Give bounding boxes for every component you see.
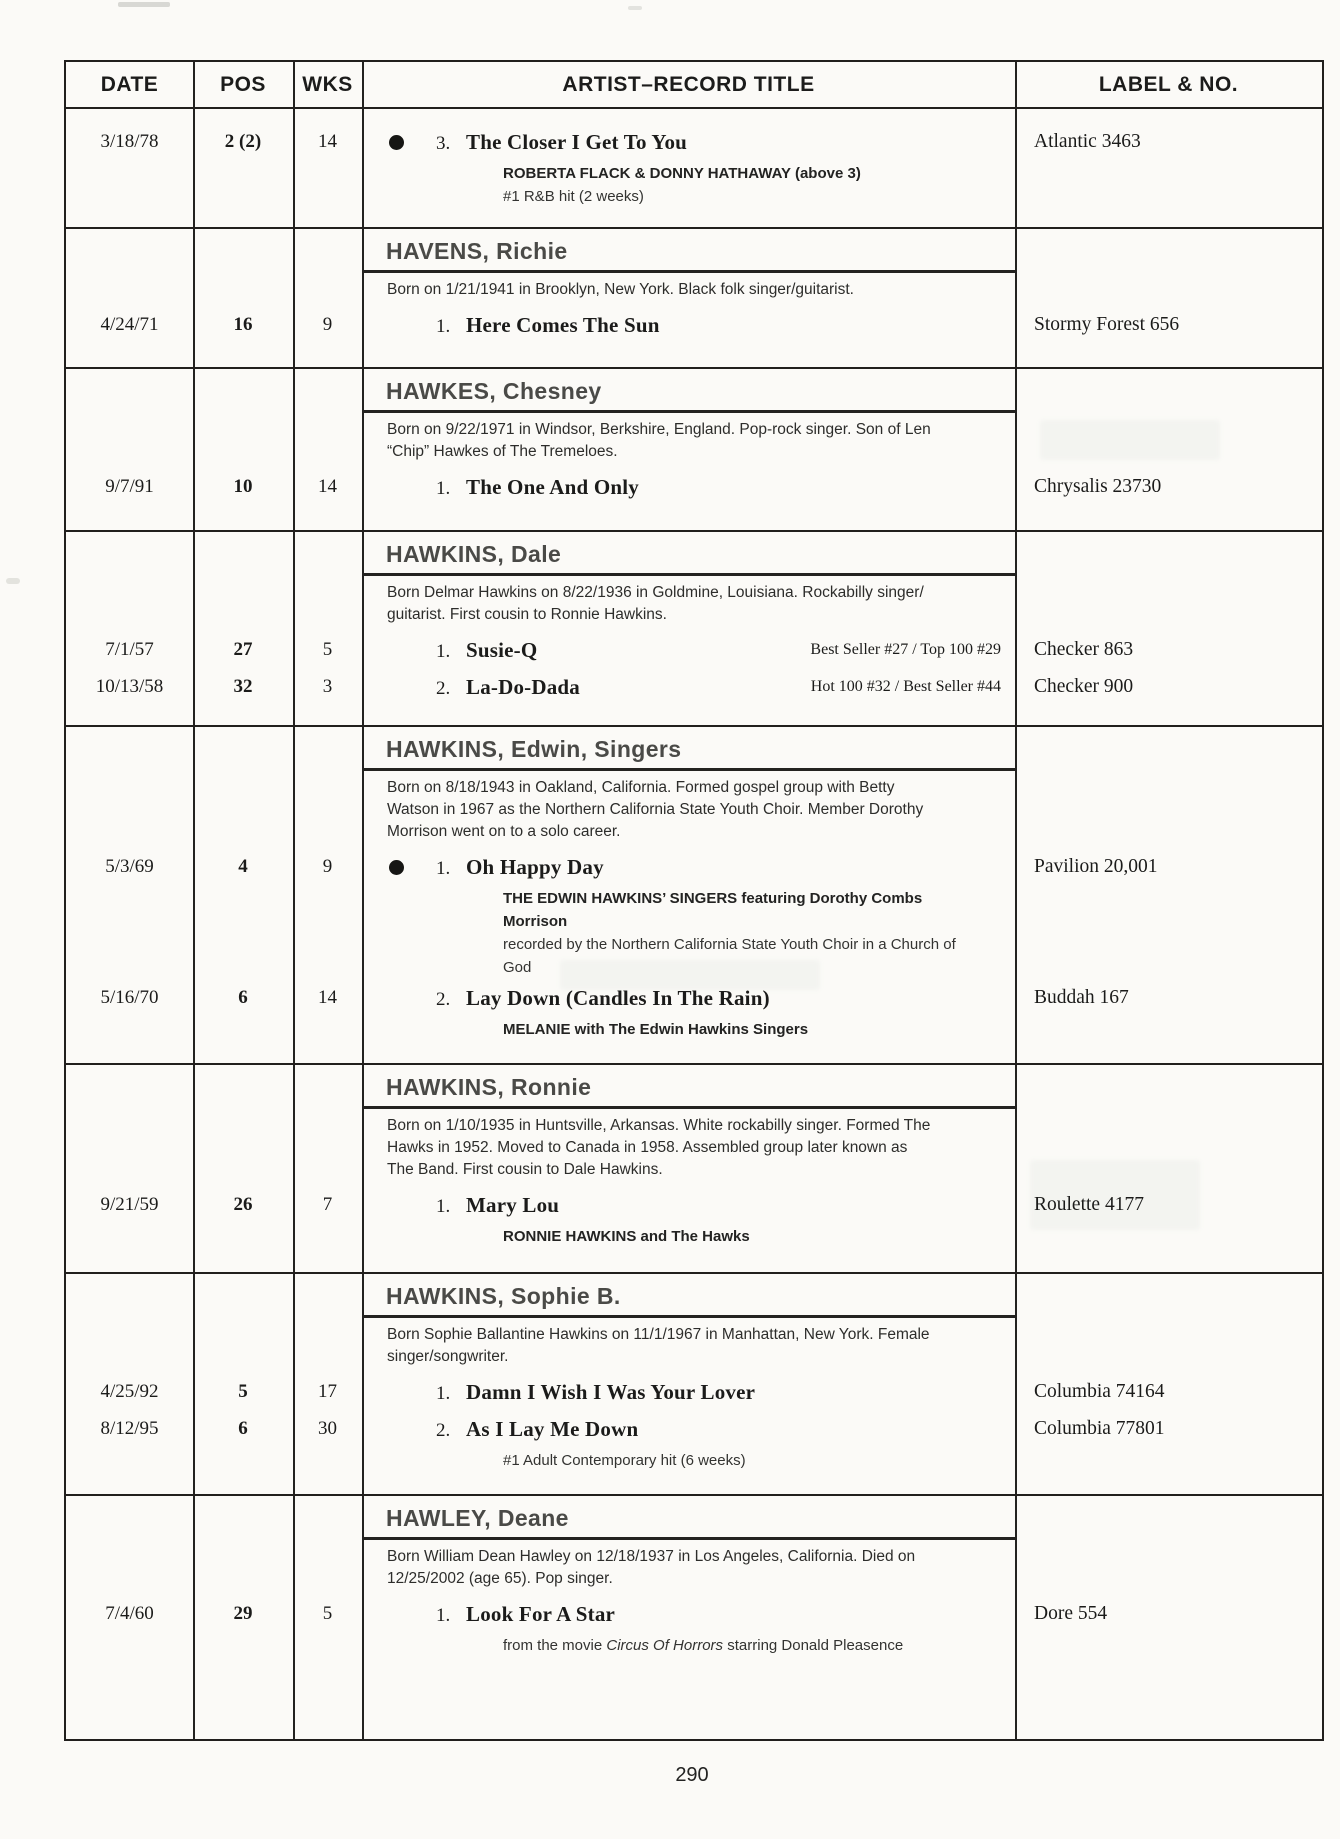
- song-list: [66, 1597, 1322, 1659]
- song-title: As I Lay Me Down: [466, 1417, 639, 1441]
- song-debut-date: 4/25/92: [100, 1381, 159, 1402]
- artist-section: [66, 227, 1322, 367]
- song-title-cell: [362, 1375, 1015, 1412]
- song-weeks-charted: 7: [322, 1194, 333, 1215]
- artist-bio-line: Morrison went on to a solo career.: [387, 823, 621, 840]
- song-title: Mary Lou: [466, 1193, 560, 1217]
- artist-bio: [387, 777, 1322, 843]
- song-debut-date: 9/7/91: [105, 476, 154, 497]
- record-label-number: Checker 900: [1034, 676, 1134, 697]
- song-title-line: [362, 308, 1015, 345]
- col-header-label-no: LABEL & NO.: [1098, 73, 1239, 96]
- col-header-date: DATE: [100, 73, 159, 96]
- song-title-line: [362, 470, 1015, 507]
- song-number: 1.: [436, 1383, 451, 1404]
- song-weeks-charted: 14: [318, 987, 337, 1008]
- song-title-cell: [362, 1412, 1015, 1474]
- song-peak-position: 5: [238, 1381, 248, 1402]
- song-debut-date: 3/18/78: [100, 131, 159, 152]
- artist-bio: [387, 279, 1322, 301]
- song-note: recorded by the Northern California State Youth Choir in a Church of: [503, 936, 956, 953]
- song-title-cell: [362, 633, 1015, 670]
- song-row: [66, 981, 1322, 1043]
- song-title: Susie-Q: [466, 638, 538, 662]
- song-row: [66, 308, 1322, 345]
- song-peak-position: 27: [233, 639, 253, 660]
- song-title-line: [362, 850, 1015, 887]
- artist-section: [66, 1272, 1322, 1494]
- song-peak-position: 6: [238, 1418, 248, 1439]
- artist-name: HAWKINS, Edwin, Singers: [386, 736, 682, 762]
- artist-bio-line: Born Delmar Hawkins on 8/22/1936 in Goldmine, Louisiana. Rockabilly singer/: [387, 584, 924, 601]
- song-debut-date: 5/16/70: [100, 987, 159, 1008]
- song-debut-date: 7/4/60: [105, 1603, 154, 1624]
- song-peak-position: 6: [238, 987, 248, 1008]
- song-artist-credit: THE EDWIN HAWKINS’ SINGERS featuring Dorothy Combs: [503, 890, 923, 907]
- song-weeks-charted: 3: [322, 676, 333, 697]
- gold-record-icon: [389, 860, 404, 875]
- song-title: The Closer I Get To You: [466, 130, 688, 154]
- artist-bio-line: 12/25/2002 (age 65). Pop singer.: [387, 1570, 613, 1587]
- song-title-cell: [362, 850, 1015, 981]
- song-weeks-charted: 5: [322, 639, 333, 660]
- record-label-number: Stormy Forest 656: [1034, 314, 1180, 335]
- song-title: Look For A Star: [466, 1602, 616, 1626]
- scan-speckle: [6, 578, 20, 584]
- song-title: Lay Down (Candles In The Rain): [466, 986, 770, 1010]
- song-title-cell: [362, 308, 1015, 345]
- artist-bio-line: Born Sophie Ballantine Hawkins on 11/1/1967 in Manhattan, New York. Female: [387, 1326, 930, 1343]
- song-title-cell: [362, 1188, 1015, 1250]
- song-peak-position: 32: [233, 676, 253, 697]
- song-title-cell: [362, 470, 1015, 507]
- song-title-cell: [362, 1597, 1015, 1659]
- song-title: La-Do-Dada: [466, 675, 581, 699]
- song-list: [66, 1375, 1322, 1474]
- song-title-line: [362, 1412, 1015, 1449]
- song-number: 1.: [436, 316, 451, 337]
- song-title: Damn I Wish I Was Your Lover: [466, 1380, 756, 1404]
- song-row: [66, 1597, 1322, 1659]
- song-list: [66, 1188, 1322, 1250]
- song-title: Here Comes The Sun: [466, 313, 660, 337]
- song-sublines: [503, 1018, 1008, 1043]
- gold-record-icon: [389, 135, 404, 150]
- artist-bio-line: Born on 1/21/1941 in Brooklyn, New York. Black folk singer/guitarist.: [387, 281, 854, 298]
- table-header-row: [66, 62, 1322, 109]
- chart-table: [64, 60, 1324, 1741]
- artist-bio: [387, 582, 1322, 626]
- artist-name: HAWKES, Chesney: [386, 378, 602, 404]
- song-list: [66, 125, 1322, 210]
- artist-header-band: [362, 369, 1015, 413]
- artist-bio: [387, 419, 1322, 463]
- song-sublines: [503, 1449, 1008, 1474]
- song-note: #1 Adult Contemporary hit (6 weeks): [503, 1452, 746, 1469]
- artist-bio-line: Born William Dean Hawley on 12/18/1937 in Los Angeles, California. Died on: [387, 1548, 916, 1565]
- artist-section: [66, 1494, 1322, 1739]
- song-weeks-charted: 14: [318, 131, 337, 152]
- song-weeks-charted: 9: [322, 314, 333, 335]
- song-debut-date: 4/24/71: [100, 314, 159, 335]
- col-header-artist-record-title: ARTIST–RECORD TITLE: [562, 73, 815, 96]
- artist-bio: [387, 1546, 1322, 1590]
- song-number: 3.: [436, 133, 451, 154]
- artist-bio-line: Born on 1/10/1935 in Huntsville, Arkansas. White rockabilly singer. Formed The: [387, 1117, 931, 1134]
- artist-section: [66, 725, 1322, 1063]
- song-title-cell: [362, 670, 1015, 707]
- artist-bio-line: Born on 9/22/1971 in Windsor, Berkshire, England. Pop-rock singer. Son of Len: [387, 421, 931, 438]
- artist-name: HAWLEY, Deane: [386, 1505, 569, 1531]
- song-artist-credit: Morrison: [503, 913, 568, 930]
- song-peak-position: 10: [233, 476, 253, 497]
- song-sublines: [503, 1225, 1008, 1250]
- record-label-number: Roulette 4177: [1034, 1194, 1144, 1215]
- song-weeks-charted: 30: [318, 1418, 337, 1439]
- song-row: [66, 470, 1322, 507]
- song-debut-date: 9/21/59: [100, 1194, 159, 1215]
- song-title-line: [362, 981, 1015, 1018]
- song-artist-credit: ROBERTA FLACK & DONNY HATHAWAY (above 3): [503, 165, 861, 182]
- song-artist-credit: RONNIE HAWKINS and The Hawks: [503, 1228, 750, 1245]
- record-label-number: Buddah 167: [1034, 987, 1129, 1008]
- artist-bio: [387, 1324, 1322, 1368]
- song-number: 2.: [436, 678, 451, 699]
- song-title-line: [362, 1188, 1015, 1225]
- song-sublines: [503, 1634, 1008, 1659]
- artist-header-band: [362, 1065, 1015, 1109]
- artist-name: HAWKINS, Dale: [386, 541, 562, 567]
- song-title: The One And Only: [466, 475, 640, 499]
- record-label-number: Pavilion 20,001: [1034, 856, 1158, 877]
- artist-bio-line: “Chip” Hawkes of The Tremeloes.: [387, 443, 618, 460]
- song-row: [66, 670, 1322, 707]
- artist-bio: [387, 1115, 1322, 1181]
- song-peak-position: 26: [233, 1194, 253, 1215]
- artist-header-band: [362, 727, 1015, 771]
- artist-name: HAVENS, Richie: [386, 238, 568, 264]
- scan-speckle: [118, 2, 170, 7]
- song-row: [66, 633, 1322, 670]
- col-header-pos: POS: [220, 73, 266, 96]
- table-body: [66, 109, 1322, 1739]
- artist-section: [66, 367, 1322, 530]
- artist-bio-line: Hawks in 1952. Moved to Canada in 1958. Assembled group later known as: [387, 1139, 908, 1156]
- artist-header-band: [362, 1496, 1015, 1540]
- song-title: Oh Happy Day: [466, 855, 604, 879]
- song-number: 1.: [436, 858, 451, 879]
- song-list: [66, 470, 1322, 507]
- song-title-line: [362, 1597, 1015, 1634]
- artist-header-band: [362, 532, 1015, 576]
- record-label-number: Chrysalis 23730: [1034, 476, 1162, 497]
- artist-bio-line: singer/songwriter.: [387, 1348, 509, 1365]
- artist-bio-line: Born on 8/18/1943 in Oakland, California. Formed gospel group with Betty: [387, 779, 895, 796]
- scan-speckle: [628, 6, 642, 10]
- song-peak-position: 2 (2): [224, 131, 262, 152]
- song-number: 2.: [436, 989, 451, 1010]
- song-weeks-charted: 14: [318, 476, 337, 497]
- song-row: [66, 850, 1322, 981]
- col-header-wks: WKS: [302, 73, 353, 96]
- song-debut-date: 8/12/95: [100, 1418, 159, 1439]
- record-label-number: Checker 863: [1034, 639, 1134, 660]
- song-movie-note: from the movie Circus Of Horrors starring Donald Pleasence: [503, 1637, 904, 1654]
- song-debut-date: 5/3/69: [105, 856, 154, 877]
- song-sublines: [503, 162, 1008, 210]
- song-row: [66, 1412, 1322, 1474]
- song-peak-position: 16: [233, 314, 253, 335]
- song-number: 1.: [436, 1196, 451, 1217]
- song-peak-position: 29: [233, 1603, 253, 1624]
- artist-name: HAWKINS, Sophie B.: [386, 1283, 621, 1309]
- record-label-number: Columbia 74164: [1034, 1381, 1165, 1402]
- artist-name: HAWKINS, Ronnie: [386, 1074, 592, 1100]
- chart-annotation: Hot 100 #32 / Best Seller #44: [810, 678, 1001, 695]
- song-number: 1.: [436, 478, 451, 499]
- artist-header-band: [362, 1274, 1015, 1318]
- page-number: 290: [675, 1764, 709, 1786]
- record-label-number: Atlantic 3463: [1034, 131, 1141, 152]
- song-weeks-charted: 5: [322, 1603, 333, 1624]
- song-row: [66, 1188, 1322, 1250]
- artist-bio-line: Watson in 1967 as the Northern California State Youth Choir. Member Dorothy: [387, 801, 924, 818]
- artist-bio-line: guitarist. First cousin to Ronnie Hawkins.: [387, 606, 667, 623]
- song-number: 1.: [436, 641, 451, 662]
- song-title-cell: [362, 125, 1015, 210]
- song-list: [66, 850, 1322, 1043]
- artist-bio-line: The Band. First cousin to Dale Hawkins.: [387, 1161, 663, 1178]
- song-debut-date: 10/13/58: [95, 676, 164, 697]
- song-number: 1.: [436, 1605, 451, 1626]
- song-list: [66, 308, 1322, 345]
- record-label-number: Columbia 77801: [1034, 1418, 1165, 1439]
- song-peak-position: 4: [238, 856, 248, 877]
- song-weeks-charted: 17: [318, 1381, 337, 1402]
- artist-section: [66, 109, 1322, 227]
- artist-header-band: [362, 229, 1015, 273]
- artist-section: [66, 530, 1322, 725]
- song-number: 2.: [436, 1420, 451, 1441]
- song-title-cell: [362, 981, 1015, 1043]
- song-title-line: [362, 1375, 1015, 1412]
- song-row: [66, 1375, 1322, 1412]
- song-title-line: [362, 670, 1015, 707]
- song-title-line: [362, 125, 1015, 162]
- song-note: #1 R&B hit (2 weeks): [503, 188, 644, 205]
- record-label-number: Dore 554: [1034, 1603, 1108, 1624]
- song-row: [66, 125, 1322, 210]
- song-sublines: [503, 887, 1008, 981]
- song-title-line: [362, 633, 1015, 670]
- song-note: God: [503, 959, 532, 976]
- song-debut-date: 7/1/57: [105, 639, 154, 660]
- song-weeks-charted: 9: [322, 856, 333, 877]
- artist-section: [66, 1063, 1322, 1272]
- song-artist-credit: MELANIE with The Edwin Hawkins Singers: [503, 1021, 809, 1038]
- song-list: [66, 633, 1322, 707]
- chart-annotation: Best Seller #27 / Top 100 #29: [810, 641, 1001, 658]
